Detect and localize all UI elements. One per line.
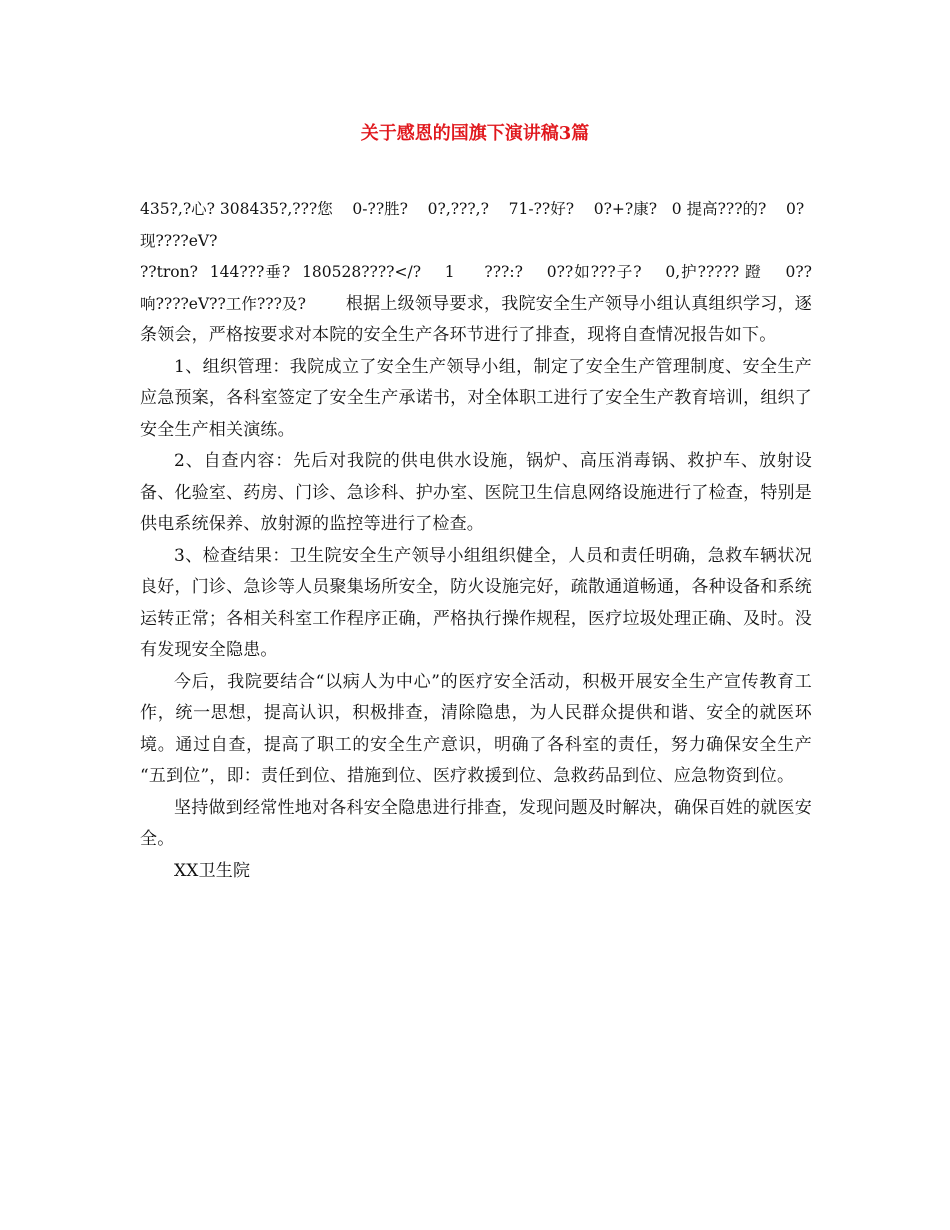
body-paragraph-future-plan: 今后，我院要结合“以病人为中心”的医疗安全活动，积极开展安全生产宣传教育工作，统一思想，提高认识，积极排查，清除隐患，为人民群众提供和谐、安全的就医环境。通过自查，提高了职工的安全生产意识，明确了各科室的责任，努力确保安全生产 “五到位”，即：责任到位、措施到位、医疗救援到位、急救药品到位、应急物资到位。 xyxy=(140,671,812,786)
garbled-text-line-1: 435?,?心? 308435?,???您 0-??胜? 0?,???,? 71-??好? 0?+?康? 0 提高???的? 0?现????eV? xyxy=(140,200,805,250)
signature: XX卫生院 xyxy=(174,860,251,881)
body-paragraph-inspection-results: 3、检查结果：卫生院安全生产领导小组组织健全，人员和责任明确，急救车辆状况良好，门诊、急诊等人员聚集场所安全，防火设施完好，疏散通道畅通，各种设备和系统运转正常；各相关科室工作程序正确，严格执行操作规程，医疗垃圾处理正确、及时。没有发现安全隐患。 xyxy=(140,545,812,660)
body-paragraph-organization: 1、组织管理：我院成立了安全生产领导小组，制定了安全生产管理制度、安全生产应急预案，各科室签定了安全生产承诺书，对全体职工进行了安全生产教育培训，组织了安全生产相关演练。 xyxy=(140,356,812,440)
intro-paragraph: 根据上级领导要求，我院安全生产领导小组认真组织学习，逐条领会，严格按要求对本院的安全生产各环节进行了排查，现将自查情况报告如下。 xyxy=(140,293,812,345)
body-paragraph-commitment: 坚持做到经常性地对各科安全隐患进行排查，发现问题及时解决，确保百姓的就医安全。 xyxy=(140,797,812,849)
document-body xyxy=(140,194,812,887)
garbled-intro-block xyxy=(140,257,812,352)
garbled-text-line-2: ??tron? 144???垂? 180528????</? 1 ???:? 0??如???子? 0,护????? 蹬 0??响????eV??工作???及? xyxy=(140,263,812,313)
body-paragraph-inspection-scope: 2、自查内容：先后对我院的供电供水设施，锅炉、高压消毒锅、救护车、放射设备、化验室、药房、门诊、急诊科、护办室、医院卫生信息网络设施进行了检查，特别是供电系统保养、放射源的监控等进行了检查。 xyxy=(140,451,812,534)
document-title: 关于感恩的国旗下演讲稿3篇 xyxy=(360,123,590,144)
